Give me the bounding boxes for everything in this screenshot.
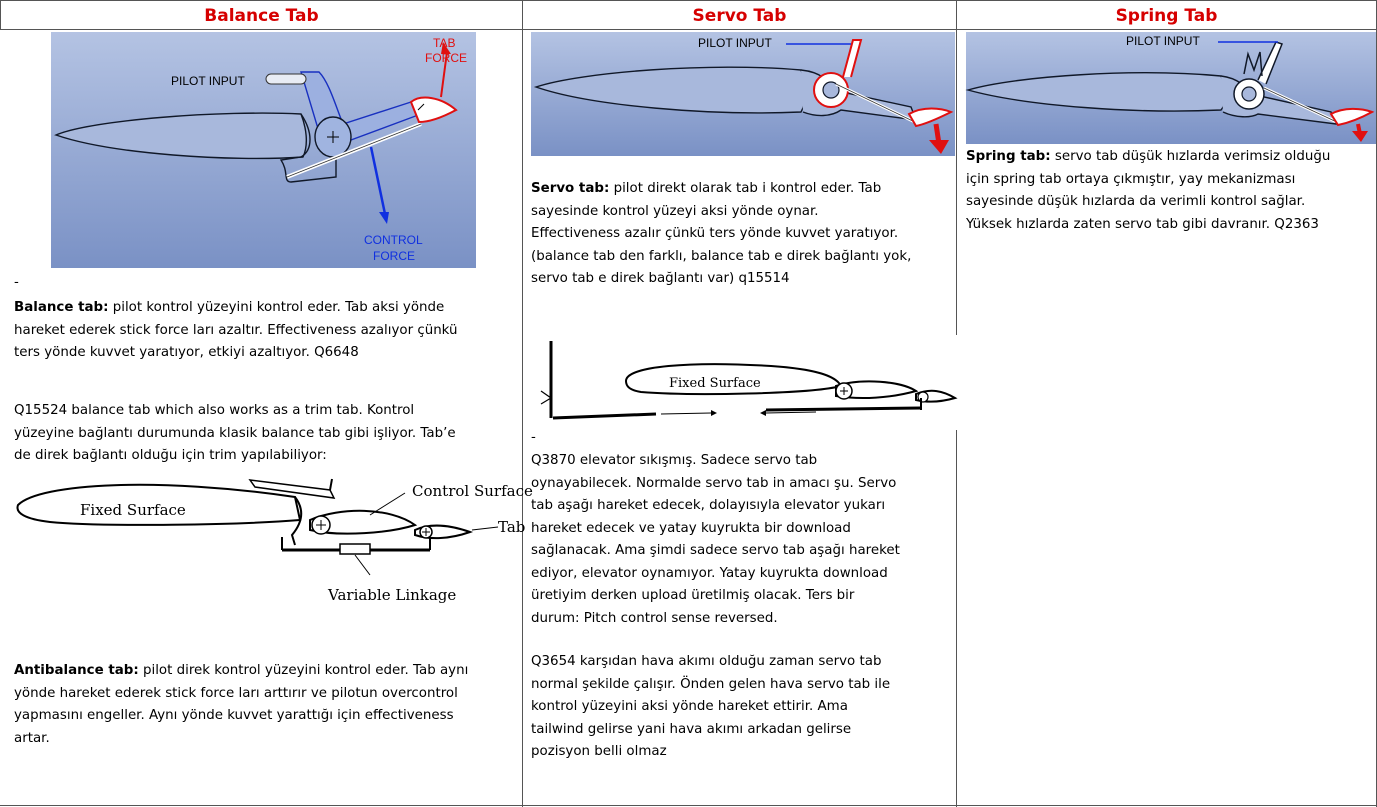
servo-pilot-input-label: PILOT INPUT — [698, 36, 772, 50]
spring-p1-line4: Yüksek hızlarda zaten servo tab gibi davranır. Q2363 — [966, 216, 1319, 232]
servo-p1-line3: Effectiveness azalır çünkü ters yönde kuvvet yaratıyor. — [531, 226, 899, 241]
elevator-servo-diagram — [531, 336, 956, 421]
control-force-label-2: FORCE — [373, 249, 415, 263]
spring-tab-diagram — [966, 32, 1376, 144]
balance-p2-line3: de direk bağlantı olduğu için trim yapılabiliyor: — [14, 448, 327, 463]
column-divider-2 — [956, 0, 957, 335]
header-servo-tab: Servo Tab — [522, 0, 957, 30]
bottom-border — [0, 805, 1377, 806]
spring-p1-line2: için spring tab ortaya çıkmıştır, yay mekanizması — [966, 171, 1296, 187]
balance-dash: - — [14, 275, 19, 290]
servo-p2-line7: üretiyim derken upload üretilmiş olacak. Ters bir — [531, 588, 855, 603]
servo-paragraph-2 — [531, 450, 953, 630]
servo-tab-term: Servo tab: — [531, 181, 610, 196]
tab-force-label-2: FORCE — [425, 51, 467, 65]
servo-p3-line5: pozisyon belli olmaz — [531, 744, 667, 759]
antibalance-line1: pilot direk kontrol yüzeyini kontrol eder. Tab aynı — [138, 663, 469, 678]
servo-p2-line3: tab aşağı hareket edecek, dolayısıyla elevator yukarı — [531, 498, 886, 513]
balance-p1-line3: ters yönde kuvvet yaratıyor, etkiyi azaltıyor. Q6648 — [14, 345, 359, 360]
header-spring-tab: Spring Tab — [956, 0, 1377, 30]
control-surface-label: Control Surface — [412, 482, 533, 500]
servo-p2-line2: oynayabilecek. Normalde servo tab in amacı şu. Servo — [531, 475, 897, 491]
fixed-surface-label: Fixed Surface — [80, 501, 186, 519]
antibalance-paragraph — [14, 660, 519, 750]
antibalance-line2: yönde hareket ederek stick force ları arttırır ve pilotun overcontrol — [14, 685, 458, 701]
variable-linkage-label: Variable Linkage — [328, 586, 457, 604]
spring-p1-line3: sayesinde düşük hızlarda da verimli kontrol sağlar. — [966, 194, 1306, 209]
servo-p1-line2: sayesinde kontrol yüzeyi aksi yönde oynar. — [531, 203, 819, 219]
spring-paragraph-1 — [966, 146, 1374, 236]
balance-paragraph-1 — [14, 297, 519, 365]
spring-pilot-input-label: PILOT INPUT — [1126, 34, 1200, 48]
balance-tab-term: Balance tab: — [14, 300, 109, 315]
servo-p3-line2: normal şekilde çalışır. Önden gelen hava servo tab ile — [531, 676, 891, 692]
servo-p1-line5: servo tab e direk bağlantı var) q15514 — [531, 271, 790, 286]
spring-p1-line1: servo tab düşük hızlarda verimsiz olduğu — [1050, 149, 1331, 164]
pilot-input-label: PILOT INPUT — [171, 74, 245, 88]
column-divider-2b — [956, 430, 957, 807]
balance-p2-line1: Q15524 balance tab which also works as a trim tab. Kontrol — [14, 403, 415, 418]
servo-paragraph-3 — [531, 651, 953, 764]
trim-balance-tab-diagram — [10, 475, 533, 610]
antibalance-line4: artar. — [14, 730, 50, 746]
servo-p2-line4: hareket edecek ve yatay kuyrukta bir download — [531, 520, 851, 536]
antibalance-tab-term: Antibalance tab: — [14, 663, 139, 678]
servo-p2-line5: sağlanacak. Ama şimdi sadece servo tab aşağı hareket — [531, 543, 900, 558]
servo-p3-line4: tailwind gelirse yani hava akımı arkadan gelirse — [531, 721, 852, 737]
servo-paragraph-1 — [531, 178, 953, 291]
balance-p2-line2: yüzeyine bağlantı durumunda klasik balance tab gibi işliyor. Tab’e — [14, 425, 456, 441]
antibalance-line3: yapmasını engeller. Aynı yönde kuvvet yarattığı için effectiveness — [14, 708, 454, 723]
balance-p1-line1: pilot kontrol yüzeyini kontrol eder. Tab aksi yönde — [108, 300, 445, 315]
tab-label: Tab — [498, 518, 526, 536]
servo-p1-line4: (balance tab den farklı, balance tab e direk bağlantı yok, — [531, 248, 912, 264]
servo-tab-diagram — [531, 32, 955, 156]
header-balance-tab: Balance Tab — [0, 0, 523, 30]
balance-tab-diagram — [51, 32, 476, 268]
spring-tab-term: Spring tab: — [966, 149, 1051, 164]
servo-fixed-surface-label: Fixed Surface — [669, 376, 761, 391]
servo-p3-line3: kontrol yüzeyini aksi yönde hareket ettirir. Ama — [531, 699, 848, 714]
servo-dash: - — [531, 430, 536, 445]
control-force-label-1: CONTROL — [364, 233, 423, 247]
tab-force-label-1: TAB — [433, 36, 456, 50]
column-divider-1 — [522, 0, 523, 807]
servo-p2-line8: durum: Pitch control sense reversed. — [531, 610, 778, 626]
servo-p2-line6: ediyor, elevator oynamıyor. Yatay kuyrukta download — [531, 565, 888, 581]
servo-p3-line1: Q3654 karşıdan hava akımı olduğu zaman servo tab — [531, 654, 882, 669]
servo-p2-line1: Q3870 elevator sıkışmış. Sadece servo tab — [531, 453, 818, 468]
balance-p1-line2: hareket ederek stick force ları azaltır. Effectiveness azalıyor çünkü — [14, 322, 458, 338]
servo-p1-line1: pilot direkt olarak tab i kontrol eder. Tab — [609, 181, 882, 196]
balance-paragraph-2 — [14, 400, 519, 468]
